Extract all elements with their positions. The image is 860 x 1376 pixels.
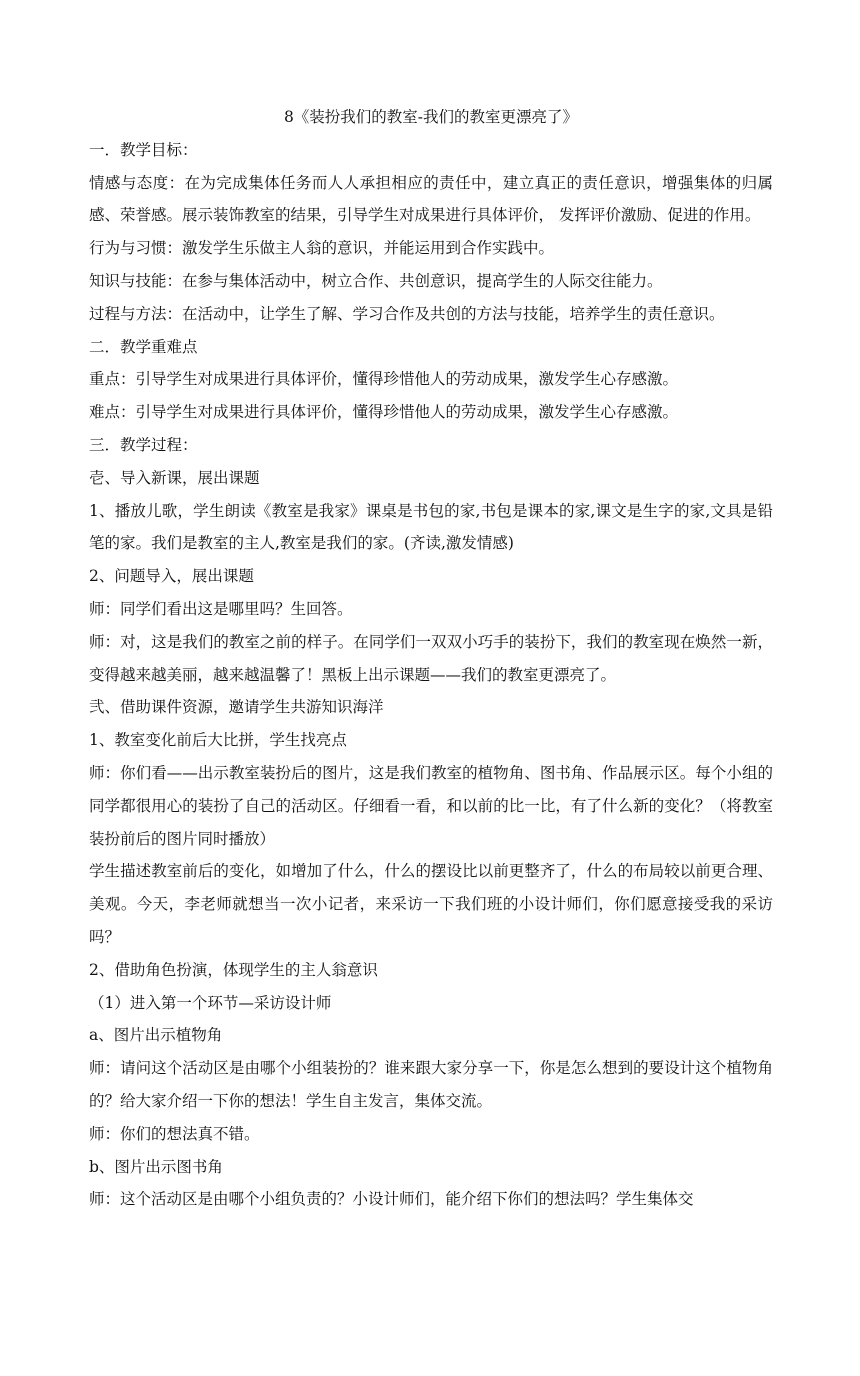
section-heading-process: 三．教学过程： [89,435,198,454]
section-heading-objectives: 一．教学目标： [89,140,198,159]
paragraph-teacher-book-question: 师：这个活动区是由哪个小组负责的？小设计师们，能介绍下你们的想法吗？学生集体交 [89,1190,694,1209]
subheading-introduction: 壱、导入新课，展出课题 [89,468,260,487]
paragraph-behavior-habit: 行为与习惯：激发学生乐做主人翁的意识，并能运用到合作实践中。 [89,239,555,258]
paragraph-role-play: 2、借助角色扮演，体现学生的主人翁意识 [89,960,378,979]
paragraph-teacher-response: 师：对，这是我们的教室之前的样子。在同学们一双双小巧手的装扮下，我们的教室现在焕然一新，变得越来越美丽，越来越温馨了！黑板上出示课题——我们的教室更漂亮了。 [89,632,773,684]
paragraph-key-point: 重点：引导学生对成果进行具体评价，懂得珍惜他人的劳动成果，激发学生心存感激。 [89,370,679,389]
paragraph-process-method: 过程与方法：在活动中，让学生了解、学习合作及共创的方法与技能，培养学生的责任意识。 [89,304,725,323]
paragraph-plant-corner: a、图片出示植物角 [89,1026,223,1045]
subheading-courseware: 弐、借助课件资源，邀请学生共游知识海洋 [89,698,384,717]
paragraph-emotion-attitude: 情感与态度：在为完成集体任务而人人承担相应的责任中，建立真正的责任意识，增强集体的归属感、荣誉感。展示装饰教室的结果，引导学生对成果进行具体评价， 发挥评价激励、促进的作用。 [89,173,773,225]
paragraph-play-song: 1、播放儿歌，学生朗读《教室是我家》课桌是书包的家,书包是课本的家,课文是生字的家,文具是铅笔的家。我们是教室的主人,教室是我们的家。(齐读,激发情感) [89,501,773,553]
document-title: 8《装扮我们的教室-我们的教室更漂亮了》 [283,108,579,126]
paragraph-students-describe: 学生描述教室前后的变化，如增加了什么，什么的摆设比以前更整齐了，什么的布局较以前更合理、美观。今天，李老师就想当一次小记者，来采访一下我们班的小设计师们，你们愿意接受我的采访吗？ [89,862,773,946]
paragraph-teacher-praise: 师：你们的想法真不错。 [89,1124,260,1143]
document-body [89,101,773,1216]
paragraph-teacher-question: 师：同学们看出这是哪里吗？生回答。 [89,599,353,618]
paragraph-book-corner: b、图片出示图书角 [89,1157,223,1176]
paragraph-difficult-point: 难点：引导学生对成果进行具体评价，懂得珍惜他人的劳动成果，激发学生心存感激。 [89,403,679,422]
paragraph-teacher-plant-question: 师：请问这个活动区是由哪个小组装扮的？谁来跟大家分享一下，你是怎么想到的要设计这个植物角的？给大家介绍一下你的想法！学生自主发言，集体交流。 [89,1059,773,1110]
paragraph-compare-changes: 1、教室变化前后大比拼，学生找亮点 [89,731,347,750]
paragraph-teacher-show-pictures: 师：你们看——出示教室装扮后的图片，这是我们教室的植物角、图书角、作品展示区。每个小组的同学都很用心的装扮了自己的活动区。仔细看一看，和以前的比一比，有了什么新的变化？（将教室装扮前后的图片同时播放） [89,763,773,848]
section-heading-key-points: 二．教学重难点 [89,337,198,356]
paragraph-question-intro: 2、问题导入，展出课题 [89,567,254,586]
paragraph-interview-designer: （1）进入第一个环节—采访设计师 [89,993,332,1012]
paragraph-knowledge-skill: 知识与技能：在参与集体活动中，树立合作、共创意识，提高学生的人际交往能力。 [89,271,663,290]
